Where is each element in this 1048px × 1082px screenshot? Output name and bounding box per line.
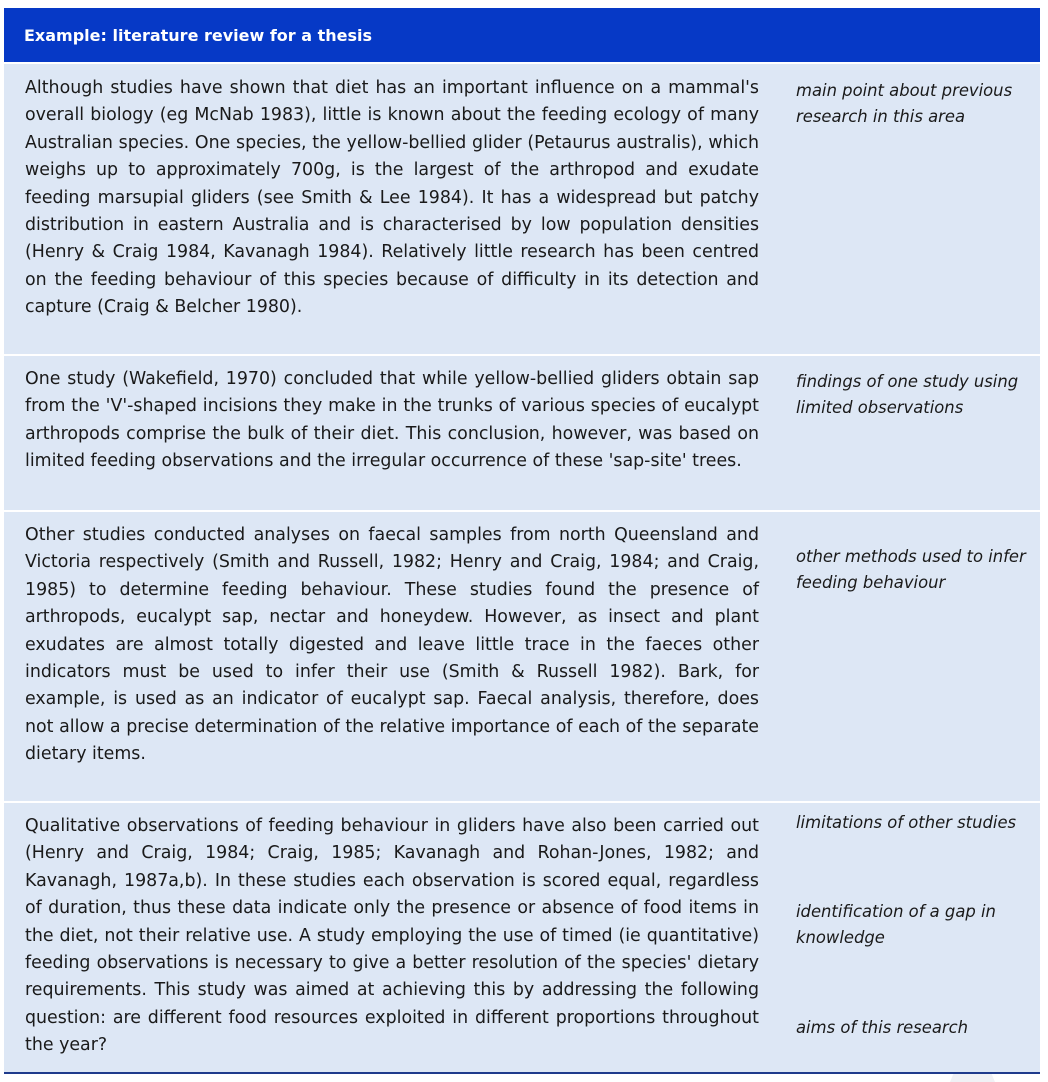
card-title: Example: literature review for a thesis: [4, 8, 1040, 62]
paragraph-1: Although studies have shown that diet has an important influence on a mammal's overall biology (eg McNab 1983), little is known about the feeding ecology of many Australian species. One species, the yellow-bellied glider (Petaurus australis), which weighs up to approximately 700g, is the largest of the arthropod and exudate feeding marsupial gliders (see Smith & Lee 1984). It has a widespread but patchy distribution in eastern Australia and is characterised by low population densities (Henry & Craig 1984, Kavanagh 1984). Relatively little research has been centred on the feeding behaviour of this species because of difficulty in its detection and capture (Craig & Belcher 1980).: [25, 78, 759, 318]
annotation-other-methods: other methods used to infer feeding behaviour: [796, 547, 1026, 592]
annotation-gap: identification of a gap in knowledge: [796, 902, 996, 947]
review-row-2: [4, 354, 1040, 512]
example-card: [4, 8, 1040, 1074]
annotation-limitations: limitations of other studies: [796, 813, 1017, 832]
annotation-aims: aims of this research: [796, 1018, 969, 1037]
paragraph-4: Qualitative observations of feeding behaviour in gliders have also been carried out (Henry and Craig, 1984; Craig, 1985; Kavanagh and Rohan-Jones, 1982; and Kavanagh, 1987a,b). In these studies each observation is scored equal, regardless of duration, thus these data indicate only the presence or absence of food items in the diet, not their relative use. A study employing the use of timed (ie quantitative) feeding observations is necessary to give a better resolution of the species' dietary requirements. This study was aimed at achieving this by addressing the following question: are different food resources exploited in different proportions throughout the year?: [25, 816, 759, 1056]
paragraph-2: One study (Wakefield, 1970) concluded that while yellow-bellied gliders obtain sap from the 'V'-shaped incisions they make in the trunks of various species of eucalypt arthropods comprise the bulk of their diet. This conclusion, however, was based on limited feeding observations and the irregular occurrence of these 'sap-site' trees.: [25, 369, 759, 472]
review-row-3: [4, 510, 1040, 803]
review-row-1: [4, 62, 1040, 356]
annotation-main-point: main point about previous research in this area: [796, 81, 1013, 126]
review-row-4: [4, 801, 1040, 1072]
annotation-findings: findings of one study using limited observations: [796, 372, 1019, 417]
paragraph-3: Other studies conducted analyses on faecal samples from north Queensland and Victoria respectively (Smith and Russell, 1982; Henry and Craig, 1984; and Craig, 1985) to determine feeding behaviour. These studies found the presence of arthropods, eucalypt sap, nectar and honeydew. However, as insect and plant exudates are almost totally digested and leave little trace in the faeces other indicators must be used to infer their use (Smith & Russell 1982). Bark, for example, is used as an indicator of eucalypt sap. Faecal analysis, therefore, does not allow a precise determination of the relative importance of each of the separate dietary items.: [25, 525, 759, 765]
